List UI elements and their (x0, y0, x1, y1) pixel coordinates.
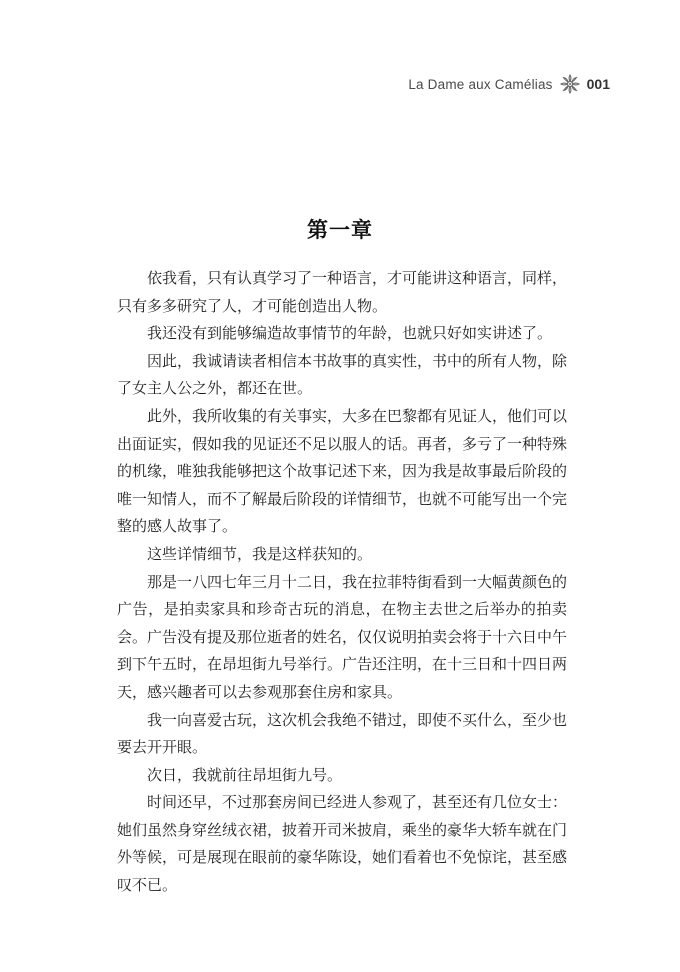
paragraph: 次日，我就前往昂坦街九号。 (147, 765, 343, 784)
chapter-body (117, 265, 567, 900)
running-header (408, 72, 610, 96)
fleuron-ornament-icon (559, 73, 581, 95)
paragraph: 此外，我所收集的有关事实，大多在巴黎都有见证人，他们可以出面证实，假如我的见证还不足以服人的话。再者，多亏了一种特殊的机缘，唯独我能够把这个故事记述下来，因为我是故事最后阶段的唯一知情人，而不了解最后阶段的详情细节，也就不可能写出一个完整的感人故事了。 (117, 406, 568, 536)
paragraph: 我还没有到能够编造故事情节的年龄，也就只好如实讲述了。 (147, 324, 553, 343)
paragraph: 那是一八四七年三月十二日，我在拉菲特街看到一大幅黄颜色的广告，是拍卖家具和珍奇古玩的消息，在物主去世之后举办的拍卖会。广告没有提及那位逝者的姓名，仅仅说明拍卖会将于十六日中午到下午五时，在昂坦街九号举行。广告还注明，在十三日和十四日两天，感兴趣者可以去参观那套住房和家具。 (117, 572, 568, 701)
chapter-title: 第一章 (307, 217, 373, 242)
page-number: 001 (586, 76, 610, 92)
paragraph: 因此，我诚请读者相信本书故事的真实性，书中的所有人物，除了女主人公之外，都还在世。 (117, 351, 568, 398)
paragraph: 时间还早，不过那套房间已经进人参观了，甚至还有几位女士：她们虽然身穿丝绒衣裙，披着开司米披肩，乘坐的豪华大轿车就在门外等候，可是展现在眼前的豪华陈设，她们看着也不免惊诧，甚至感叹不已。 (117, 793, 568, 895)
paragraph: 依我看，只有认真学习了一种语言，才可能讲这种语言，同样，只有多多研究了人，才可能创造出人物。 (117, 269, 568, 315)
book-title: La Dame aux Camélias (408, 76, 553, 92)
paragraph: 这些详情细节，我是这样获知的。 (147, 544, 373, 563)
paragraph: 我一向喜爱古玩，这次机会我绝不错过，即使不买什么，至少也要去开开眼。 (117, 710, 568, 757)
